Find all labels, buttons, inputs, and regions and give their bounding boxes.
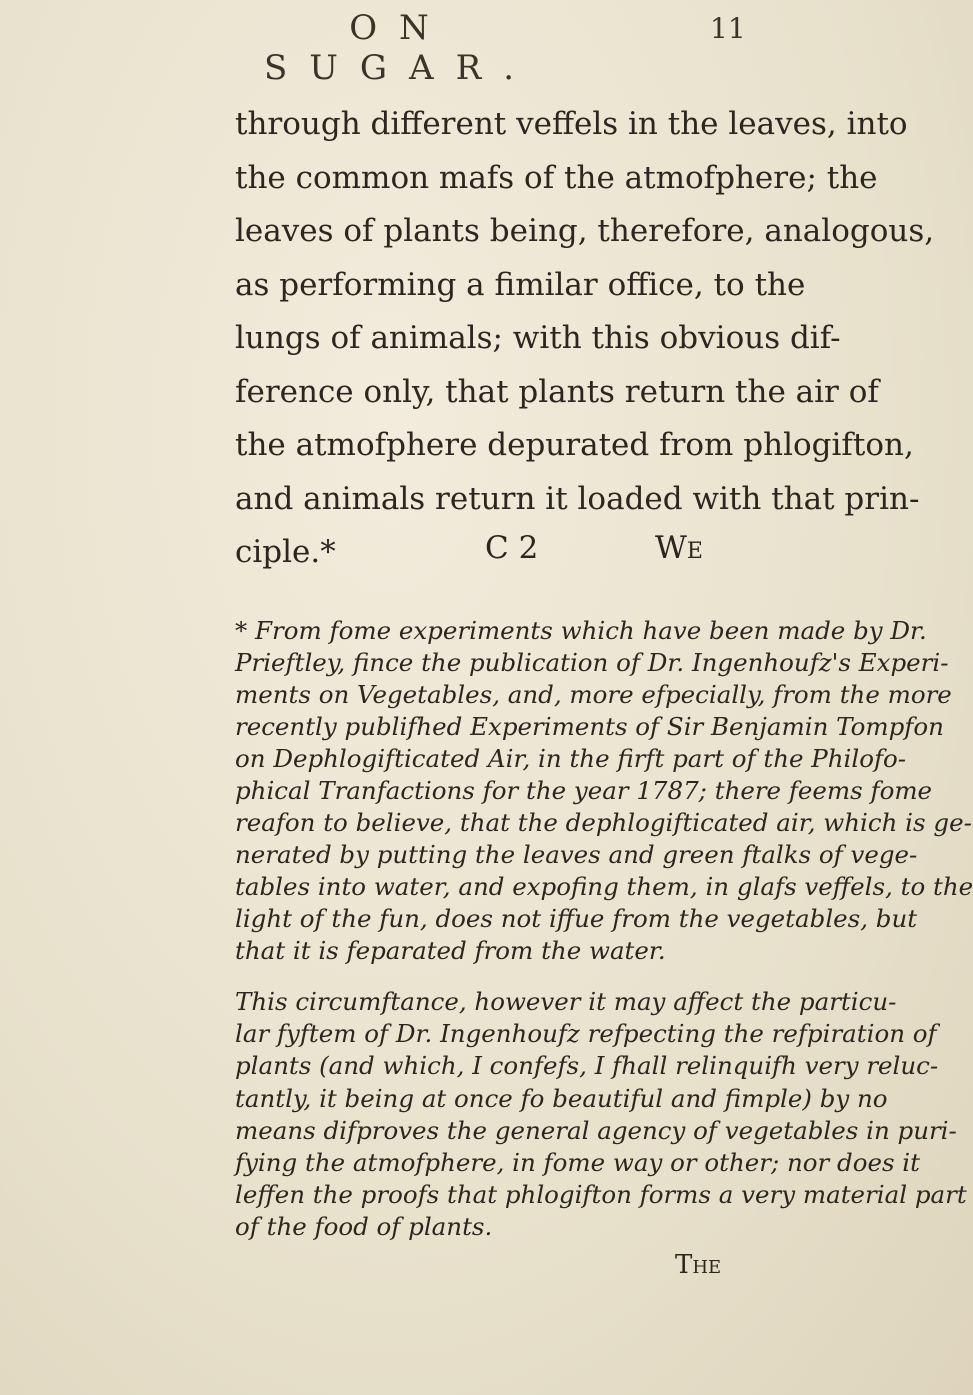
- paragraph-line: This circumftance, however it may affect the particu-: [235, 987, 897, 1016]
- text-line: lungs of animals; with this obvious dif-: [235, 320, 841, 356]
- main-text: [235, 98, 935, 580]
- footnote-line: tables into water, and expofing them, in glafs veffels, to the: [235, 872, 973, 901]
- paragraph-line: lar fyftem of Dr. Ingenhoufz refpecting the refpiration of: [235, 1019, 937, 1049]
- text-line: the atmofphere depurated from phlogifton,: [235, 427, 914, 463]
- running-head: ON SUGAR.: [263, 8, 537, 88]
- text-line: ference only, that plants return the air of: [235, 373, 879, 410]
- text-line: as performing a fimilar office, to the: [235, 266, 806, 303]
- footnote-line: ments on Vegetables, and, more efpecially, from the more: [235, 680, 952, 709]
- signature-mark: C 2: [485, 530, 539, 566]
- paragraph-line: means difproves the general agency of vegetables in puri-: [235, 1115, 957, 1145]
- footnote-line: * From fome experiments which have been made by Dr.: [235, 616, 927, 645]
- footnote-line: nerated by putting the leaves and green ftalks of vege-: [235, 840, 918, 869]
- footnote-continuation: [235, 986, 967, 1244]
- text-line: leaves of plants being, therefore, analogous,: [235, 213, 935, 249]
- paragraph-line: tantly, it being at once fo beautiful and fimple) by no: [235, 1083, 888, 1113]
- footnote-line: reafon to believe, that the dephlogifticated air, which is ge-: [235, 808, 972, 837]
- footnote-line: that it is feparated from the water.: [235, 936, 666, 965]
- footnote-catchword: The: [675, 1250, 722, 1280]
- text-line: the common mafs of the atmofphere; the: [235, 159, 878, 196]
- page-number: 11: [710, 12, 746, 45]
- text-line: through different veffels in the leaves, into: [235, 106, 908, 142]
- footnote-line: phical Tranfactions for the year 1787; there feems fome: [235, 776, 933, 805]
- paragraph-line: leffen the proofs that phlogifton forms a very material part: [235, 1180, 967, 1210]
- catchword: We: [655, 530, 703, 566]
- footnote-line: light of the fun, does not iffue from the vegetables, but: [235, 904, 918, 933]
- paragraph-line: of the food of plants.: [235, 1212, 493, 1242]
- text-line: ciple.*: [235, 534, 336, 570]
- footnote-line: Prieftley, fince the publication of Dr. Ingenhoufz's Experi-: [235, 648, 949, 677]
- paragraph-line: fying the atmofphere, in fome way or other; nor does it: [235, 1148, 920, 1178]
- footnote-line: recently publifhed Experiments of Sir Benjamin Tompfon: [235, 712, 944, 741]
- footnote: [235, 615, 973, 967]
- text-line: and animals return it loaded with that prin-: [235, 480, 920, 517]
- footnote-line: on Dephlogifticated Air, in the firft part of the Philofo-: [235, 744, 907, 773]
- paragraph-line: plants (and which, I confefs, I fhall relinquifh very reluc-: [235, 1051, 939, 1081]
